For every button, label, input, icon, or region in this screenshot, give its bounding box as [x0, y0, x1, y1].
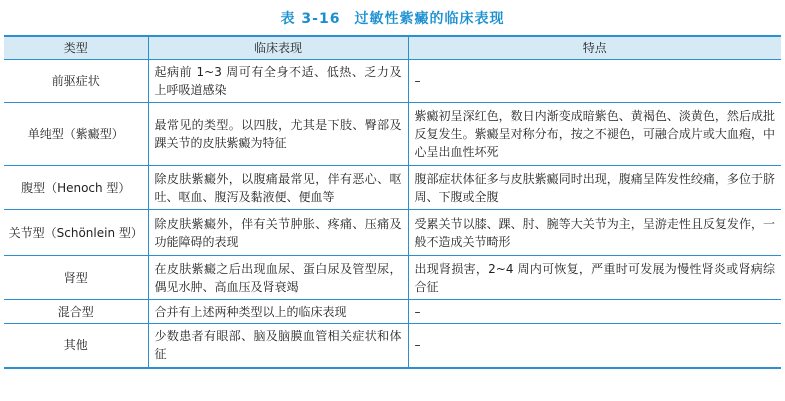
- cell-clinical: 除皮肤紫癜外，以腹痛最常见，伴有恶心、呕吐、呕血、腹泻及黏液便、便血等: [148, 166, 408, 210]
- table-caption: [0, 8, 785, 28]
- cell-clinical: 少数患者有眼部、脑及脑膜血管相关症状和体征: [148, 324, 408, 368]
- table-title: 过敏性紫癜的临床表现: [354, 11, 505, 27]
- header-type: 类型: [4, 36, 148, 60]
- table-number: 表 3-16: [280, 11, 341, 27]
- table-row: [4, 324, 781, 368]
- cell-clinical: 合并有上述两种类型以上的临床表现: [148, 300, 408, 324]
- table-row: [4, 210, 781, 256]
- cell-feature: –: [408, 60, 781, 103]
- cell-feature: 紫癜初呈深红色，数日内渐变成暗紫色、黄褐色、淡黄色，然后成批反复发生。紫癜呈对称分布，按之不褪色，可融合成片或大血疱，中心呈出血性坏死: [408, 103, 781, 166]
- cell-type: 单纯型（紫癜型）: [4, 103, 148, 166]
- cell-clinical: 最常见的类型。以四肢，尤其是下肢、臀部及踝关节的皮肤紫癜为特征: [148, 103, 408, 166]
- header-clinical: 临床表现: [148, 36, 408, 60]
- cell-type: 肾型: [4, 256, 148, 300]
- cell-feature: –: [408, 300, 781, 324]
- table-row: [4, 103, 781, 166]
- cell-clinical: 在皮肤紫癜之后出现血尿、蛋白尿及管型尿，偶见水肿、高血压及肾衰竭: [148, 256, 408, 300]
- cell-type: 混合型: [4, 300, 148, 324]
- table-row: [4, 60, 781, 103]
- cell-feature: 受累关节以膝、踝、肘、腕等大关节为主，呈游走性且反复发作，一般不造成关节畸形: [408, 210, 781, 256]
- header-feature: 特点: [408, 36, 781, 60]
- cell-clinical: 除皮肤紫癜外，伴有关节肿胀、疼痛、压痛及功能障碍的表现: [148, 210, 408, 256]
- header-row: [4, 36, 781, 60]
- table-row: [4, 166, 781, 210]
- table-row: [4, 300, 781, 324]
- clinical-table: [4, 35, 781, 369]
- cell-feature: 出现肾损害，2~4 周内可恢复，严重时可发展为慢性肾炎或肾病综合征: [408, 256, 781, 300]
- cell-feature: 腹部症状体征多与皮肤紫癜同时出现，腹痛呈阵发性绞痛，多位于脐周、下腹或全腹: [408, 166, 781, 210]
- cell-type: 前驱症状: [4, 60, 148, 103]
- cell-clinical: 起病前 1~3 周可有全身不适、低热、乏力及上呼吸道感染: [148, 60, 408, 103]
- cell-type: 腹型（Henoch 型）: [4, 166, 148, 210]
- cell-feature: –: [408, 324, 781, 368]
- table-row: [4, 256, 781, 300]
- cell-type: 其他: [4, 324, 148, 368]
- cell-type: 关节型（Schönlein 型）: [4, 210, 148, 256]
